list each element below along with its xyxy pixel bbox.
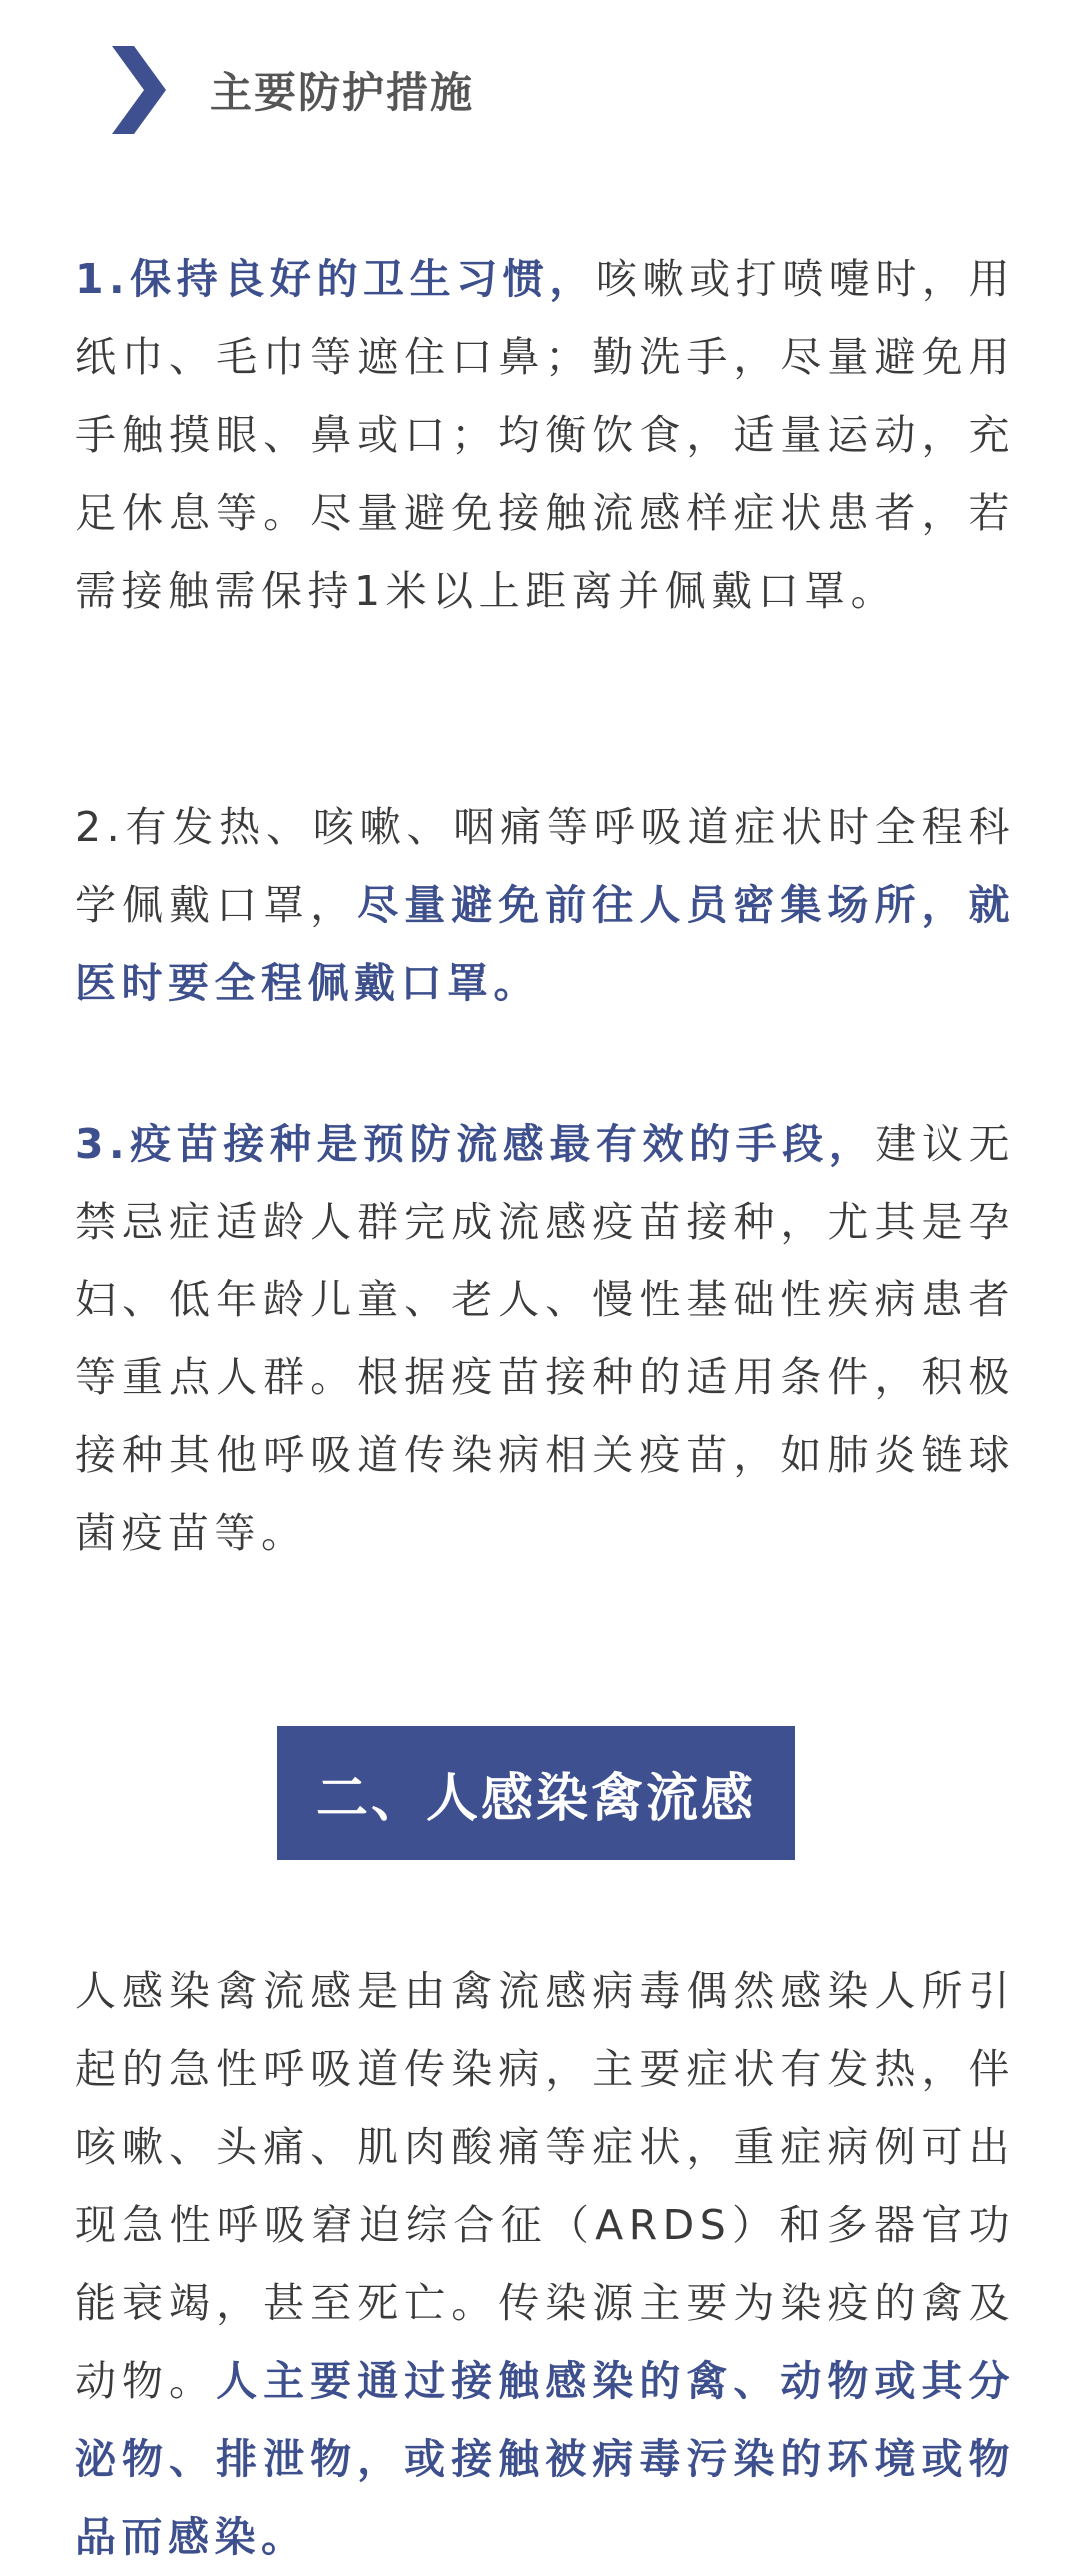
avian-flu-intro-text: 人感染禽流感是由禽流感病毒偶然感染人所引起的急性呼吸道传染病，主要症状有发热，伴咳嗽、头痛、肌肉酸痛等症状，重症病例可出现急性呼吸窘迫综合征（ARDS）和多器官功能衰竭，甚至死亡。传染源主要为染疫的禽及动物。 <box>75 1967 1015 2405</box>
measure-hygiene-highlight: 1.保持良好的卫生习惯， <box>75 255 596 303</box>
measure-mask-paragraph <box>75 788 1015 1022</box>
section-header <box>108 42 474 138</box>
measure-hygiene-paragraph <box>75 240 1015 630</box>
measure-vaccine-paragraph <box>75 1105 1015 1572</box>
measure-hygiene-text: 咳嗽或打喷嚏时，用纸巾、毛巾等遮住口鼻；勤洗手，尽量避免用手触摸眼、鼻或口；均衡饮食，适量运动，充足休息等。尽量避免接触流感样症状患者，若需接触需保持1米以上距离并佩戴口罩。 <box>75 255 1016 615</box>
section-title: 主要防护措施 <box>210 68 475 117</box>
measure-vaccine-highlight: 3.疫苗接种是预防流感最有效的手段， <box>75 1120 876 1168</box>
avian-flu-highlight: 人主要通过接触感染的禽、动物或其分泌物、排泄物，或接触被病毒污染的环境或物品而感染。 <box>75 2357 1016 2561</box>
section-banner-avian-flu: 二、人感染禽流感 <box>277 1726 795 1860</box>
measure-mask-highlight: 尽量避免前往人员密集场所，就医时要全程佩戴口罩。 <box>75 881 1016 1007</box>
chevron-right-icon <box>108 42 170 138</box>
measure-vaccine-text: 建议无禁忌症适龄人群完成流感疫苗接种，尤其是孕妇、低年龄儿童、老人、慢性基础性疾病患者等重点人群。根据疫苗接种的适用条件，积极接种其他呼吸道传染病相关疫苗，如肺炎链球菌疫苗等。 <box>75 1120 1016 1557</box>
measure-mask-text: 2.有发热、咳嗽、咽痛等呼吸道症状时全程科学佩戴口罩， <box>75 803 1015 929</box>
avian-flu-paragraph <box>75 1952 1015 2576</box>
